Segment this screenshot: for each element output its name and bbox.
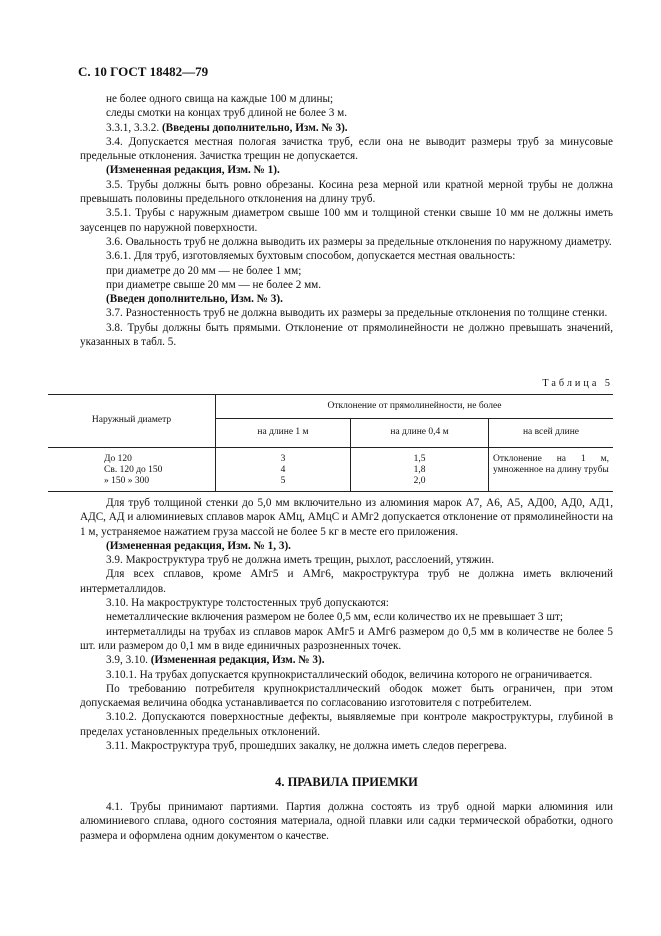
per-1m-value: 4 bbox=[280, 464, 286, 475]
diameter-value: До 120 bbox=[104, 453, 132, 464]
column-header-full: на всей длине bbox=[489, 419, 614, 447]
per-04m-cell bbox=[351, 447, 489, 492]
paragraph bbox=[80, 121, 613, 135]
paragraph: 4.1. Трубы принимают партиями. Партия должна состоять из труб одной марки алюминия или алюминиевого сплава, одного состояния материала, одной плавки или садки термической обработки, одного размера и оформлена одним документом о качестве. bbox=[80, 801, 613, 842]
paragraph: при диаметре свыше 20 мм — не более 2 мм. bbox=[106, 278, 322, 291]
column-header-1m: на длине 1 м bbox=[216, 419, 351, 447]
paragraph: 3.10.2. Допускаются поверхностные дефекты, выявляемые при контроле макроструктуры, глубиной в пределах установленных предельных отклонений. bbox=[80, 711, 613, 738]
text-block-2 bbox=[80, 496, 613, 753]
column-header-04m: на длине 0,4 м bbox=[351, 419, 489, 447]
table-row bbox=[48, 447, 613, 492]
paragraph: 3.9. Макроструктура труб не должна иметь трещин, рыхлот, расслоений, утяжин. bbox=[106, 554, 495, 567]
paragraph: Для всех сплавов, кроме АМг5 и АМг6, макроструктура труб не должна иметь включений интерметаллидов. bbox=[80, 568, 613, 595]
paragraph: следы смотки на концах труб длиной не более 3 м. bbox=[106, 107, 348, 120]
per-1m-value: 3 bbox=[280, 453, 286, 464]
text-block-3 bbox=[80, 800, 613, 843]
paragraph bbox=[80, 653, 613, 667]
text-block-1 bbox=[80, 92, 613, 349]
paragraph: при диаметре до 20 мм — не более 1 мм; bbox=[106, 264, 302, 277]
paragraph: По требованию потребителя крупнокристаллический ободок может быть ограничен, при этом допускаемая величина ободка устанавливается по согласованию изготовителя с потребителем. bbox=[80, 682, 613, 710]
per-04m-value: 2,0 bbox=[413, 476, 426, 487]
paragraph: 3.7. Разностенность труб не должна выводить их размеры за предельные отклонения по толщине стенки. bbox=[106, 307, 608, 320]
table-5 bbox=[48, 394, 613, 492]
amendment-note: (Введен дополнительно, Изм. № 3). bbox=[106, 293, 283, 306]
paragraph: не более одного свища на каждые 100 м длины; bbox=[106, 93, 334, 105]
per-04m-value: 1,8 bbox=[413, 464, 426, 475]
paragraph: Для труб толщиной стенки до 5,0 мм включительно из алюминия марок А7, А6, А5, АД00, АД0, АД1, АДС, АД и алюминиевых сплавов марок АМц, АМцС и АМг2 допускается отклонение от прямолинейности на 1 м, устраняемое нажатием груза массой не более 5 кг в месте его приложения. bbox=[80, 497, 613, 538]
amendment-note: (Измененная редакция, Изм. № 1, 3). bbox=[106, 539, 291, 552]
diameter-value: Св. 120 до 150 bbox=[104, 464, 163, 475]
paragraph: 3.5.1. Трубы с наружным диаметром свыше 100 мм и толщиной стенки свыше 10 мм не должны иметь заусенцев по наружной поверхности. bbox=[80, 207, 613, 234]
paragraph: неметаллические включения размером не более 0,5 мм, если количество их не превышает 3 шт; bbox=[106, 611, 563, 624]
paragraph: интерметаллиды на трубах из сплавов марок АМг5 и АМг6 размером до 0,5 мм в количестве не более 5 шт. или размером до 0,1 мм в виде единичных разрозненных точек. bbox=[80, 625, 613, 652]
amendment-note: (Измененная редакция, Изм. № 1). bbox=[106, 164, 280, 177]
amendment-note: (Измененная редакция, Изм. № 3). bbox=[150, 654, 325, 667]
paragraph: 3.10. На макроструктуре толстостенных труб допускаются: bbox=[106, 597, 389, 610]
paragraph-prefix: 3.9, 3.10. bbox=[106, 654, 151, 667]
per-1m-value: 5 bbox=[280, 476, 286, 487]
diameter-cell bbox=[48, 447, 216, 492]
section-title: 4. ПРАВИЛА ПРИЕМКИ bbox=[275, 775, 418, 789]
table-caption: Таблица 5 bbox=[542, 378, 613, 389]
paragraph: 3.10.1. На трубах допускается крупнокристаллический ободок, величина которого не ограничивается. bbox=[106, 668, 593, 681]
full-length-cell: Отклонение на 1 м, умноженное на длину трубы bbox=[493, 453, 609, 475]
paragraph: 3.6. Овальность труб не должна выводить их размеры за предельные отклонения по наружному диаметру. bbox=[106, 235, 612, 248]
paragraph: 3.6.1. Для труб, изготовляемых бухтовым способом, допускается местная овальность: bbox=[106, 250, 516, 263]
page-header: С. 10 ГОСТ 18482—79 bbox=[78, 64, 209, 79]
per-04m-value: 1,5 bbox=[413, 453, 426, 464]
amendment-note: (Введены дополнительно, Изм. № 3). bbox=[161, 121, 348, 134]
paragraph-prefix: 3.3.1, 3.3.2. bbox=[106, 121, 162, 134]
paragraph: 3.4. Допускается местная пологая зачистка труб, если она не выводит размеры труб за минусовые предельные отклонения. Зачистка трещин не допускается. bbox=[80, 135, 613, 163]
column-group-header: Отклонение от прямолинейности, не более bbox=[216, 395, 614, 419]
paragraph: 3.5. Трубы должны быть ровно обрезаны. Косина реза мерной или кратной мерной трубы не должна превышать половины предельного отклонения на длину труб. bbox=[80, 178, 613, 206]
diameter-value: » 150 » 300 bbox=[104, 476, 150, 487]
column-header-diameter: Наружный диаметр bbox=[48, 395, 216, 448]
per-1m-cell bbox=[216, 447, 351, 492]
paragraph: 3.11. Макроструктура труб, прошедших закалку, не должна иметь следов перегрева. bbox=[106, 740, 507, 753]
paragraph: 3.8. Трубы должны быть прямыми. Отклонение от прямолинейности не должно превышать значений, указанных в табл. 5. bbox=[80, 321, 613, 349]
